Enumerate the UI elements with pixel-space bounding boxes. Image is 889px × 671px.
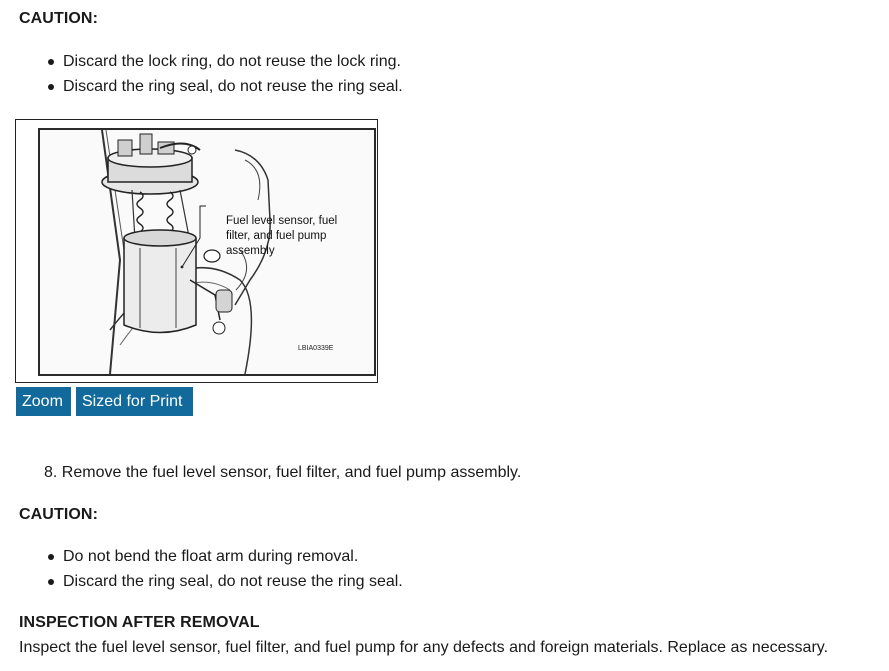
zoom-button[interactable]: Zoom: [16, 387, 71, 416]
list-item: Discard the lock ring, do not reuse the lock ring.: [19, 49, 403, 74]
caution-list: [19, 544, 403, 594]
figure-callout-label: [226, 214, 337, 259]
step-text: Remove the fuel level sensor, fuel filter, and fuel pump assembly.: [61, 464, 522, 481]
callout-line: filter, and fuel pump: [226, 230, 327, 242]
callout-line: Fuel level sensor, fuel: [226, 215, 338, 227]
list-item: Do not bend the float arm during removal.: [19, 544, 403, 569]
figure-code: LBIA0339E: [298, 345, 334, 352]
inspection-text: Inspect the fuel level sensor, fuel filter, and fuel pump for any defects and foreign materials. Replace as necessary.: [19, 639, 829, 656]
caution-heading: CAUTION:: [19, 10, 99, 27]
callout-line: assembly: [226, 245, 275, 257]
sized-for-print-button[interactable]: Sized for Print: [76, 387, 193, 416]
figure-illustration: [15, 119, 378, 383]
step-number: 8.: [44, 464, 58, 481]
fuel-pump-illustration: [38, 128, 376, 376]
caution-list: [19, 49, 403, 99]
list-item: Discard the ring seal, do not reuse the ring seal.: [19, 74, 403, 99]
step-item: [44, 464, 521, 482]
caution-heading: CAUTION:: [19, 506, 99, 523]
list-item: Discard the ring seal, do not reuse the ring seal.: [19, 569, 403, 594]
section-heading: INSPECTION AFTER REMOVAL: [19, 614, 260, 631]
